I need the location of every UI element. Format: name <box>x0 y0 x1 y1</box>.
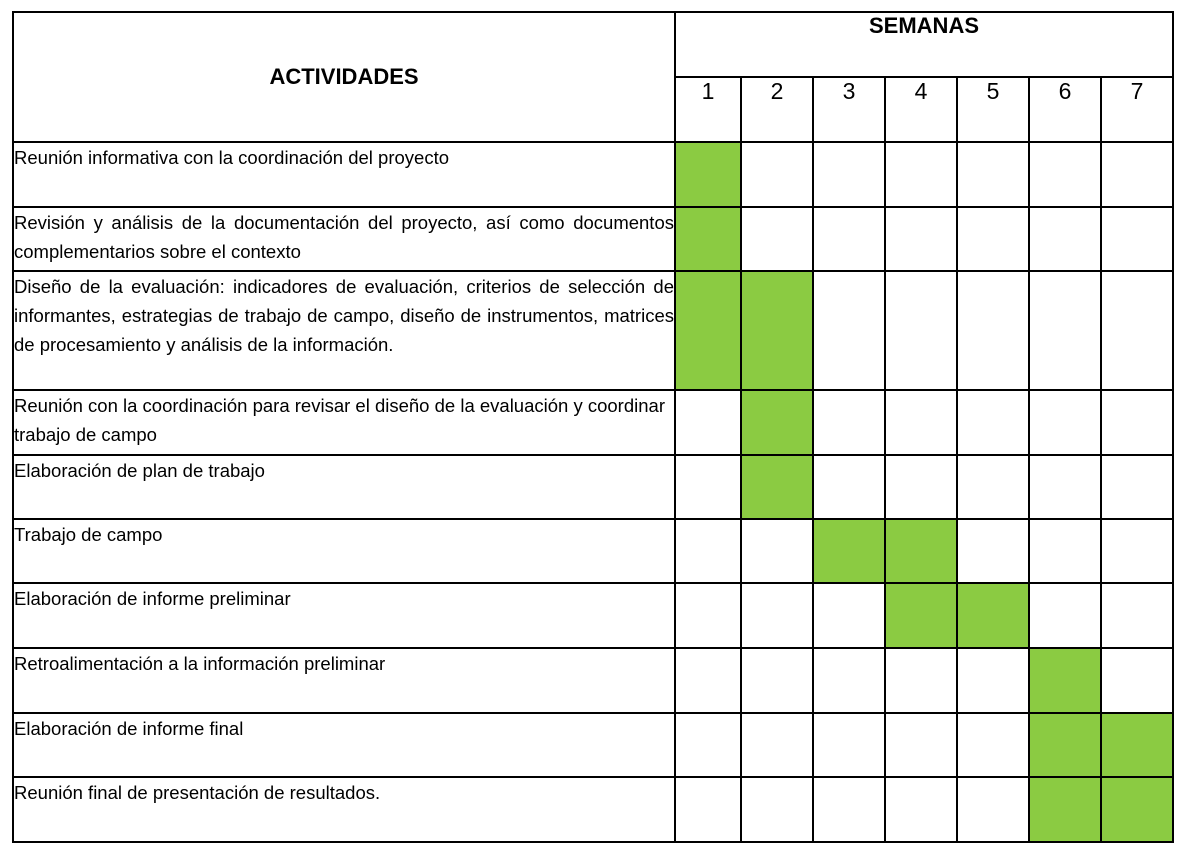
activity-label: Elaboración de informe preliminar <box>13 583 675 648</box>
activity-label: Retroalimentación a la información preliminar <box>13 648 675 713</box>
activity-row <box>13 271 1173 390</box>
activities-header: ACTIVIDADES <box>13 12 675 142</box>
week-cell <box>741 142 813 207</box>
week-cell <box>1029 142 1101 207</box>
week-cell <box>1101 583 1173 648</box>
week-header-4: 4 <box>885 77 957 142</box>
week-cell <box>675 648 741 713</box>
week-cell-active <box>675 142 741 207</box>
activity-row <box>13 583 1173 648</box>
week-cell <box>957 271 1029 390</box>
week-cell <box>885 648 957 713</box>
week-cell <box>1101 648 1173 713</box>
week-cell-active <box>957 583 1029 648</box>
week-cell-active <box>741 455 813 519</box>
activity-label: Trabajo de campo <box>13 519 675 583</box>
week-cell <box>957 713 1029 777</box>
week-header-6: 6 <box>1029 77 1101 142</box>
week-cell <box>741 519 813 583</box>
activity-row <box>13 455 1173 519</box>
activity-label: Reunión informativa con la coordinación del proyecto <box>13 142 675 207</box>
week-cell <box>885 455 957 519</box>
week-cell <box>675 455 741 519</box>
week-cell <box>1029 455 1101 519</box>
week-cell <box>1029 271 1101 390</box>
activity-label: Reunión con la coordinación para revisar el diseño de la evaluación y coordinar trabajo de campo <box>13 390 675 455</box>
week-cell <box>813 583 885 648</box>
week-cell <box>1029 207 1101 271</box>
week-cell <box>957 519 1029 583</box>
week-cell <box>675 390 741 455</box>
week-cell-active <box>1029 777 1101 842</box>
week-cell <box>675 713 741 777</box>
week-cell <box>675 777 741 842</box>
week-cell <box>741 777 813 842</box>
week-cell <box>957 142 1029 207</box>
activity-label: Elaboración de plan de trabajo <box>13 455 675 519</box>
week-cell <box>813 390 885 455</box>
week-cell <box>885 271 957 390</box>
week-cell <box>1101 142 1173 207</box>
week-cell-active <box>741 271 813 390</box>
week-cell <box>1101 390 1173 455</box>
activity-row <box>13 648 1173 713</box>
week-cell <box>741 583 813 648</box>
week-header-1: 1 <box>675 77 741 142</box>
week-cell <box>813 777 885 842</box>
week-cell <box>675 583 741 648</box>
schedule-body <box>13 142 1173 842</box>
week-cell-active <box>813 519 885 583</box>
activity-row <box>13 207 1173 271</box>
activity-row <box>13 713 1173 777</box>
week-cell <box>741 713 813 777</box>
week-cell <box>1101 455 1173 519</box>
activity-label: Revisión y análisis de la documentación del proyecto, así como documentos complementarios sobre el contexto <box>13 207 675 271</box>
week-header-7: 7 <box>1101 77 1173 142</box>
week-cell-active <box>1029 713 1101 777</box>
week-cell-active <box>675 207 741 271</box>
week-header-2: 2 <box>741 77 813 142</box>
week-cell <box>813 207 885 271</box>
week-cell <box>813 271 885 390</box>
week-header-5: 5 <box>957 77 1029 142</box>
week-cell <box>813 713 885 777</box>
activity-label: Reunión final de presentación de resultados. <box>13 777 675 842</box>
week-cell <box>1101 519 1173 583</box>
week-cell <box>675 519 741 583</box>
week-cell <box>741 648 813 713</box>
activity-schedule-table <box>12 11 1174 843</box>
week-cell <box>957 390 1029 455</box>
week-cell <box>885 207 957 271</box>
week-cell <box>1029 390 1101 455</box>
activity-row <box>13 519 1173 583</box>
week-cell <box>813 648 885 713</box>
activity-row <box>13 142 1173 207</box>
week-cell <box>957 648 1029 713</box>
activity-label: Elaboración de informe final <box>13 713 675 777</box>
activity-row <box>13 390 1173 455</box>
week-cell <box>1029 583 1101 648</box>
week-cell <box>1101 207 1173 271</box>
week-cell-active <box>1101 713 1173 777</box>
week-cell <box>885 142 957 207</box>
week-cell-active <box>1101 777 1173 842</box>
week-cell <box>885 713 957 777</box>
week-cell-active <box>675 271 741 390</box>
week-cell <box>741 207 813 271</box>
week-cell <box>885 777 957 842</box>
week-header-3: 3 <box>813 77 885 142</box>
week-cell <box>1101 271 1173 390</box>
week-cell-active <box>741 390 813 455</box>
activity-label: Diseño de la evaluación: indicadores de evaluación, criterios de selección de informantes, estrategias de trabajo de campo, diseño de instrumentos, matrices de procesamiento y análisis de la información. <box>13 271 675 390</box>
week-cell <box>885 390 957 455</box>
week-cell-active <box>1029 648 1101 713</box>
week-cell-active <box>885 519 957 583</box>
week-cell-active <box>885 583 957 648</box>
week-cell <box>957 777 1029 842</box>
week-cell <box>1029 519 1101 583</box>
week-cell <box>813 455 885 519</box>
week-cell <box>957 207 1029 271</box>
activity-row <box>13 777 1173 842</box>
weeks-header: SEMANAS <box>675 12 1173 77</box>
week-cell <box>957 455 1029 519</box>
week-cell <box>813 142 885 207</box>
